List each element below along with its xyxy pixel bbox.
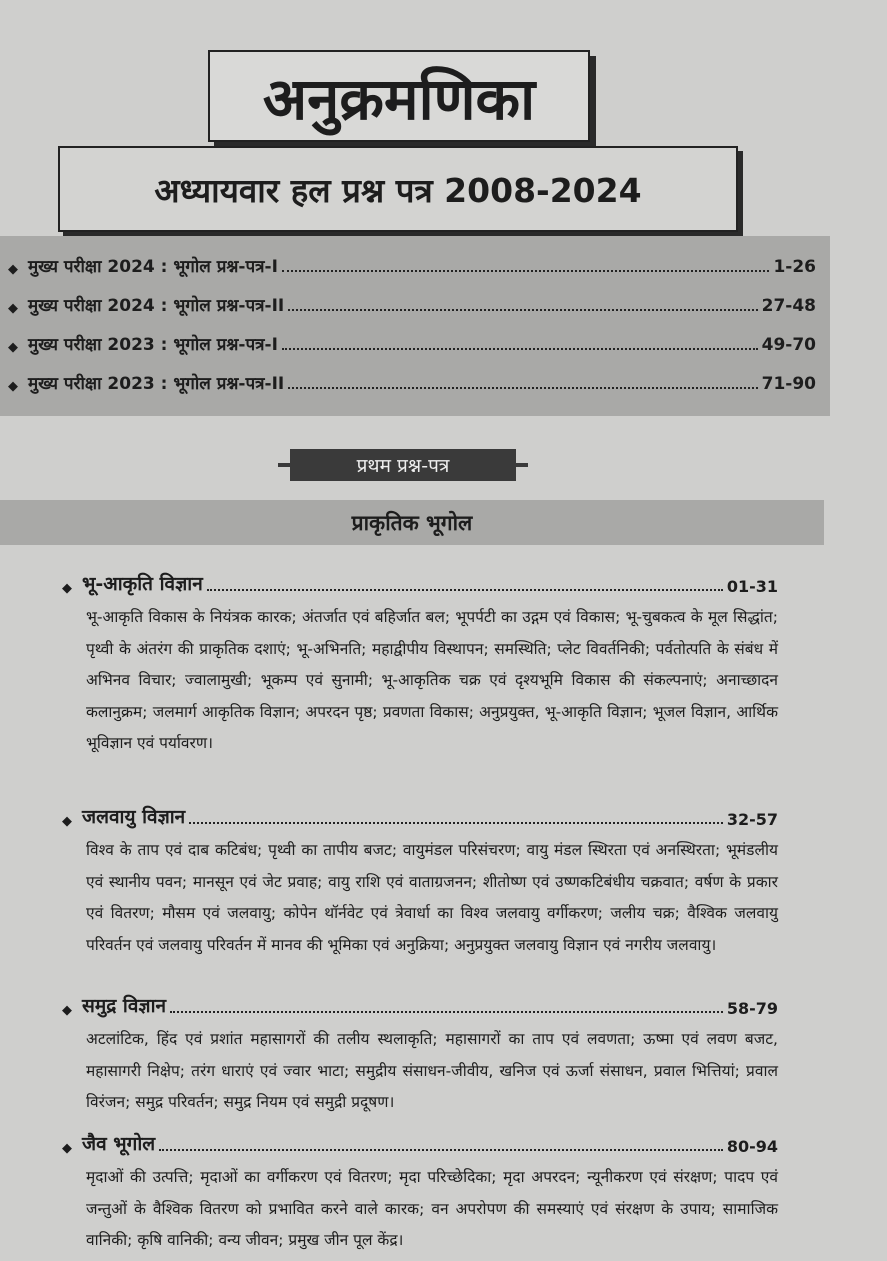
- leader-dots: [207, 589, 723, 591]
- leader-dots: [189, 822, 723, 824]
- chapter-entry: [62, 1130, 778, 1257]
- leader-dots: [159, 1149, 723, 1151]
- exam-paper-item: [8, 332, 816, 355]
- leader-dots: [288, 309, 757, 311]
- exam-paper-label: मुख्य परीक्षा 2023 : भूगोल प्रश्न-पत्र-I: [28, 335, 278, 355]
- exam-paper-list: [0, 236, 830, 416]
- chapter-pages: 01-31: [726, 577, 778, 596]
- chapter-topics: अटलांटिक, हिंद एवं प्रशांत महासागरों की तलीय स्थलाकृति; महासागरों का ताप एवं लवणता; ऊष्मा एवं लवण बजट, महासागरी निक्षेप; तरंग धाराएं एवं ज्वार भाटा; समुद्रीय संसाधन-जीवीय, खनिज एवं ऊर्जा संसाधन, प्रवाल भित्तियां; प्रवाल विरंजन; समुद्र परिवर्तन; समुद्र नियम एवं समुद्री प्रदूषण।: [86, 1030, 778, 1111]
- exam-paper-pages: 49-70: [761, 335, 816, 355]
- diamond-bullet-icon: ◆: [62, 581, 72, 596]
- exam-paper-label: मुख्य परीक्षा 2024 : भूगोल प्रश्न-पत्र-II: [28, 296, 285, 316]
- chapter-entry: [62, 570, 778, 760]
- chapter-title: जैव भूगोल: [82, 1133, 156, 1155]
- exam-paper-pages: 1-26: [773, 257, 816, 277]
- page-subtitle: अध्यायवार हल प्रश्न पत्र 2008-2024: [58, 146, 738, 232]
- diamond-bullet-icon: ◆: [8, 301, 18, 316]
- chapter-topics: भू-आकृति विकास के नियंत्रक कारक; अंतर्जात एवं बहिर्जात बल; भूपर्पटी का उद्गम एवं विकास; भू-चुबकत्व के मूल सिद्धांत; पृथ्वी के अंतरंग की प्राकृतिक दशाएं; भू-अभिनति; महाद्वीपीय विस्थापन; समस्थिति; प्लेट विवर्तनिकी; पर्वतोत्पति के संबंध में अभिनव विचार; ज्वालामुखी; भूकम्प एवं सुनामी; भू-आकृतिक चक्र एवं दृश्यभूमि विकास की संकल्पनाएं; अनाच्छादन कलानुक्रम; जलमार्ग आकृतिक विज्ञान; अपरदन पृष्ठ; प्रवणता विकास; अनुप्रयुक्त, भू-आकृति विज्ञान; भूजल विज्ञान, आर्थिक भूविज्ञान एवं पर्यावरण।: [86, 608, 778, 752]
- leader-dots: [288, 387, 757, 389]
- exam-paper-label: मुख्य परीक्षा 2024 : भूगोल प्रश्न-पत्र-I: [28, 257, 278, 277]
- paper-label: प्रथम प्रश्न-पत्र: [290, 449, 516, 481]
- chapter-title: जलवायु विज्ञान: [82, 806, 186, 828]
- diamond-bullet-icon: ◆: [62, 1141, 72, 1156]
- diamond-bullet-icon: ◆: [62, 814, 72, 829]
- section-title: प्राकृतिक भूगोल: [0, 500, 824, 545]
- leader-dots: [282, 348, 758, 350]
- exam-paper-item: [8, 293, 816, 316]
- chapter-title: समुद्र विज्ञान: [82, 995, 167, 1017]
- leader-dots: [170, 1011, 723, 1013]
- exam-paper-pages: 27-48: [761, 296, 816, 316]
- page-title: अनुक्रमणिका: [208, 50, 590, 142]
- diamond-bullet-icon: ◆: [8, 340, 18, 355]
- leader-dots: [282, 270, 770, 272]
- chapter-entry: [62, 803, 778, 961]
- chapter-pages: 58-79: [726, 999, 778, 1018]
- exam-paper-item: [8, 254, 816, 277]
- chapter-topics: विश्व के ताप एवं दाब कटिबंध; पृथ्वी का तापीय बजट; वायुमंडल परिसंचरण; वायु मंडल स्थिरता एवं अनस्थिरता; भूमंडलीय एवं स्थानीय पवन; मानसून एवं जेट प्रवाह; वायु राशि एवं वाताग्रजनन; शीतोष्ण एवं उष्णकटिबंधीय चक्रवात; वर्षण के प्रकार एवं वितरण; मौसम एवं जलवायु; कोपेन थॉर्नवेट एवं त्रेवार्धा का विश्व जलवायु वर्गीकरण; जलीय चक्र; वैश्विक जलवायु परिवर्तन एवं जलवायु परिवर्तन में मानव की भूमिका एवं अनुक्रिया; अनुप्रयुक्त जलवायु विज्ञान एवं नगरीय जलवायु।: [86, 841, 778, 954]
- diamond-bullet-icon: ◆: [62, 1003, 72, 1018]
- diamond-bullet-icon: ◆: [8, 262, 18, 277]
- chapter-entry: [62, 992, 778, 1119]
- chapter-pages: 80-94: [726, 1137, 778, 1156]
- exam-paper-item: [8, 371, 816, 394]
- exam-paper-pages: 71-90: [761, 374, 816, 394]
- diamond-bullet-icon: ◆: [8, 379, 18, 394]
- chapter-title: भू-आकृति विज्ञान: [82, 573, 203, 595]
- chapter-pages: 32-57: [726, 810, 778, 829]
- chapter-topics: मृदाओं की उत्पत्ति; मृदाओं का वर्गीकरण एवं वितरण; मृदा परिच्छेदिका; मृदा अपरदन; न्यूनीकरण एवं संरक्षण; पादप एवं जन्तुओं के वैश्विक वितरण को प्रभावित करने वाले कारक; वन अपरोपण की समस्याएं एवं संरक्षण के उपाय; सामाजिक वानिकी; कृषि वानिकी; वन्य जीवन; प्रमुख जीन पूल केंद्र।: [86, 1168, 778, 1249]
- exam-paper-label: मुख्य परीक्षा 2023 : भूगोल प्रश्न-पत्र-II: [28, 374, 285, 394]
